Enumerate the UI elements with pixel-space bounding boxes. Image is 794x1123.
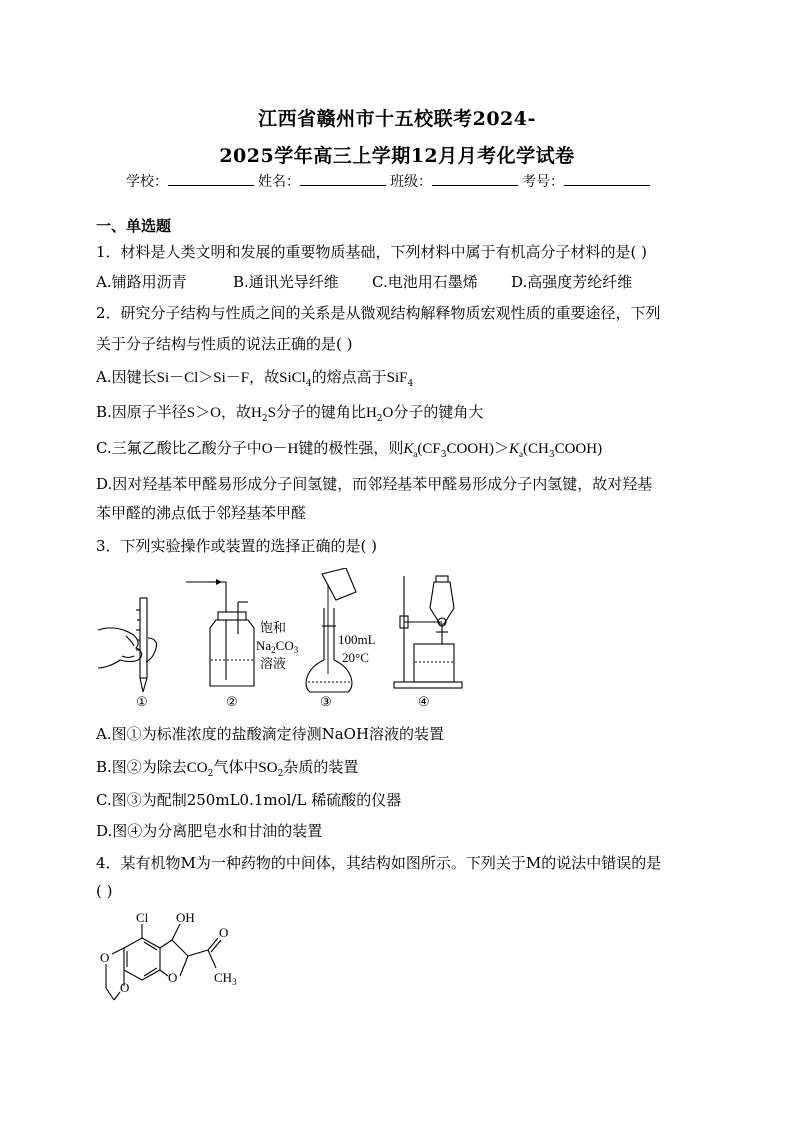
structure-o-a: O bbox=[100, 950, 110, 965]
structure-ring-o: O bbox=[168, 970, 178, 985]
q1-option-d: D.高强度芳纶纤维 bbox=[511, 273, 633, 291]
radius-expr: S＞O bbox=[186, 405, 221, 421]
text: 分子的键角大 bbox=[393, 403, 484, 421]
q2-option-d-line2: 苯甲醛的沸点低于邻羟基苯甲醛 bbox=[96, 504, 307, 522]
fig2-label-sub2: 2 bbox=[271, 645, 276, 655]
subscript: 2 bbox=[376, 414, 383, 424]
name-label: 姓名： bbox=[258, 174, 300, 190]
q3-option-d: D.图④为分离肥皂水和甘油的装置 bbox=[96, 822, 323, 840]
structure-ch3-sub: 3 bbox=[232, 977, 237, 987]
fig3-volumetric-flask bbox=[306, 568, 356, 692]
ka-symbol: K bbox=[403, 441, 414, 457]
exam-no-label: 考号： bbox=[522, 174, 564, 190]
class-label: 班级： bbox=[390, 174, 432, 190]
formula: CO bbox=[186, 760, 208, 776]
subscript: 3 bbox=[548, 450, 555, 460]
exam-no-blank[interactable] bbox=[564, 173, 650, 186]
fig4-separatory-funnel bbox=[394, 576, 462, 688]
text: B.因原子半径 bbox=[96, 403, 187, 421]
fig2-label-saturated: 饱和 bbox=[260, 620, 287, 635]
subscript: a bbox=[413, 449, 418, 459]
exam-title-line2: 2025学年高三上学期12月月考化学试卷 bbox=[219, 145, 575, 167]
fig1-hand-titration bbox=[98, 598, 157, 692]
q2-option-d-line1: D.因对羟基苯甲醛易形成分子间氢键，而邻羟基苯甲醛易形成分子内氢键，故对羟基 bbox=[96, 475, 653, 493]
fig4-caption: ④ bbox=[418, 694, 430, 709]
subscript: 2 bbox=[277, 769, 284, 779]
class-blank[interactable] bbox=[432, 173, 518, 186]
structure-cl: Cl bbox=[136, 910, 149, 925]
fig3-label-temp: 20°C bbox=[342, 650, 369, 665]
formula: (CF bbox=[417, 441, 441, 457]
text: 键的极性强，则 bbox=[298, 439, 404, 457]
subscript: 4 bbox=[305, 379, 312, 389]
formula: SO bbox=[258, 760, 278, 776]
fig3-label-volume: 100mL bbox=[338, 632, 376, 647]
q2-option-c bbox=[96, 437, 602, 460]
bond: O－H bbox=[261, 441, 299, 457]
formula: O bbox=[382, 405, 394, 421]
text: 气体中 bbox=[213, 758, 259, 776]
q3-stem: 3．下列实验操作或装置的选择正确的是( ) bbox=[96, 537, 378, 555]
school-blank[interactable] bbox=[168, 173, 254, 186]
text: ，故 bbox=[249, 368, 280, 386]
q2-stem-line1: 2．研究分子结构与性质之间的关系是从微观结构解释物质宏观性质的重要途径，下列 bbox=[96, 304, 661, 322]
structure-oh: OH bbox=[176, 910, 195, 925]
formula: H bbox=[365, 405, 377, 421]
q1-option-b: B.通讯光导纤维 bbox=[233, 273, 339, 291]
q4-stem-line2: ( ) bbox=[96, 882, 113, 900]
school-label: 学校： bbox=[126, 174, 168, 190]
formula: S bbox=[267, 405, 276, 421]
q1-option-c: C.电池用石墨烯 bbox=[372, 273, 478, 291]
text: A.因键长 bbox=[96, 368, 157, 386]
fig2-label-co: CO bbox=[275, 638, 294, 653]
subscript: a bbox=[519, 449, 524, 459]
text: C.三氟乙酸比乙酸分子中 bbox=[96, 439, 262, 457]
fig3-caption: ③ bbox=[320, 694, 332, 709]
bond-length-expr: Si－Cl＞Si－F bbox=[156, 370, 250, 386]
formula: H bbox=[251, 405, 262, 421]
structure-carbonyl-o: O bbox=[219, 925, 229, 940]
formula: COOH) bbox=[554, 441, 603, 457]
fig2-gas-washing-bottle bbox=[186, 582, 254, 686]
q3-apparatus-figure bbox=[96, 568, 476, 712]
subscript: 2 bbox=[261, 414, 268, 424]
text: 的熔点高于 bbox=[311, 368, 387, 386]
ka-symbol: K bbox=[509, 441, 520, 457]
q1-stem: 1．材料是人类文明和发展的重要物质基础，下列材料中属于有机高分子材料的是( ) bbox=[96, 243, 648, 261]
q4-molecule-structure bbox=[96, 906, 256, 1016]
formula: SiF bbox=[386, 370, 408, 386]
fig2-label-sub3: 3 bbox=[293, 645, 299, 655]
text: 杂质的装置 bbox=[283, 758, 359, 776]
q2-option-a bbox=[96, 366, 413, 389]
exam-title-line1: 江西省赣州市十五校联考2024- bbox=[258, 108, 536, 130]
q4-stem-line1: 4．某有机物M为一种药物的中间体，其结构如图所示。下列关于M的说法中错误的是 bbox=[96, 854, 662, 872]
structure-ch3 bbox=[214, 970, 237, 987]
q1-option-a: A.铺路用沥青 bbox=[96, 273, 187, 291]
info-fields bbox=[126, 171, 650, 191]
text: ，故 bbox=[220, 403, 251, 421]
q3-option-a: A.图①为标准浓度的盐酸滴定待测NaOH溶液的装置 bbox=[96, 725, 445, 743]
q3-option-c: C.图③为配制250mL0.1mol/L 稀硫酸的仪器 bbox=[96, 791, 402, 809]
structure-ch: CH bbox=[214, 970, 233, 985]
subscript: 2 bbox=[207, 769, 214, 779]
section-title: 一、单选题 bbox=[96, 217, 172, 235]
fig2-caption: ② bbox=[226, 694, 238, 709]
text: B.图②为除去 bbox=[96, 758, 187, 776]
formula: COOH)＞ bbox=[446, 441, 509, 457]
fig2-label-na-part: Na bbox=[256, 638, 272, 653]
text: 分子的键角比 bbox=[275, 403, 366, 421]
formula: (CH bbox=[523, 441, 549, 457]
structure-o-b: O bbox=[120, 980, 130, 995]
q3-option-b bbox=[96, 756, 358, 779]
subscript: 3 bbox=[440, 450, 447, 460]
formula: SiCl bbox=[279, 370, 306, 386]
fig2-label-solution: 溶液 bbox=[260, 656, 287, 671]
fig2-label-na bbox=[256, 638, 299, 655]
q2-stem-line2: 关于分子结构与性质的说法正确的是( ) bbox=[96, 335, 353, 353]
subscript: 4 bbox=[407, 379, 414, 389]
fig1-caption: ① bbox=[136, 694, 148, 709]
q2-option-b bbox=[96, 401, 483, 424]
name-blank[interactable] bbox=[300, 173, 386, 186]
